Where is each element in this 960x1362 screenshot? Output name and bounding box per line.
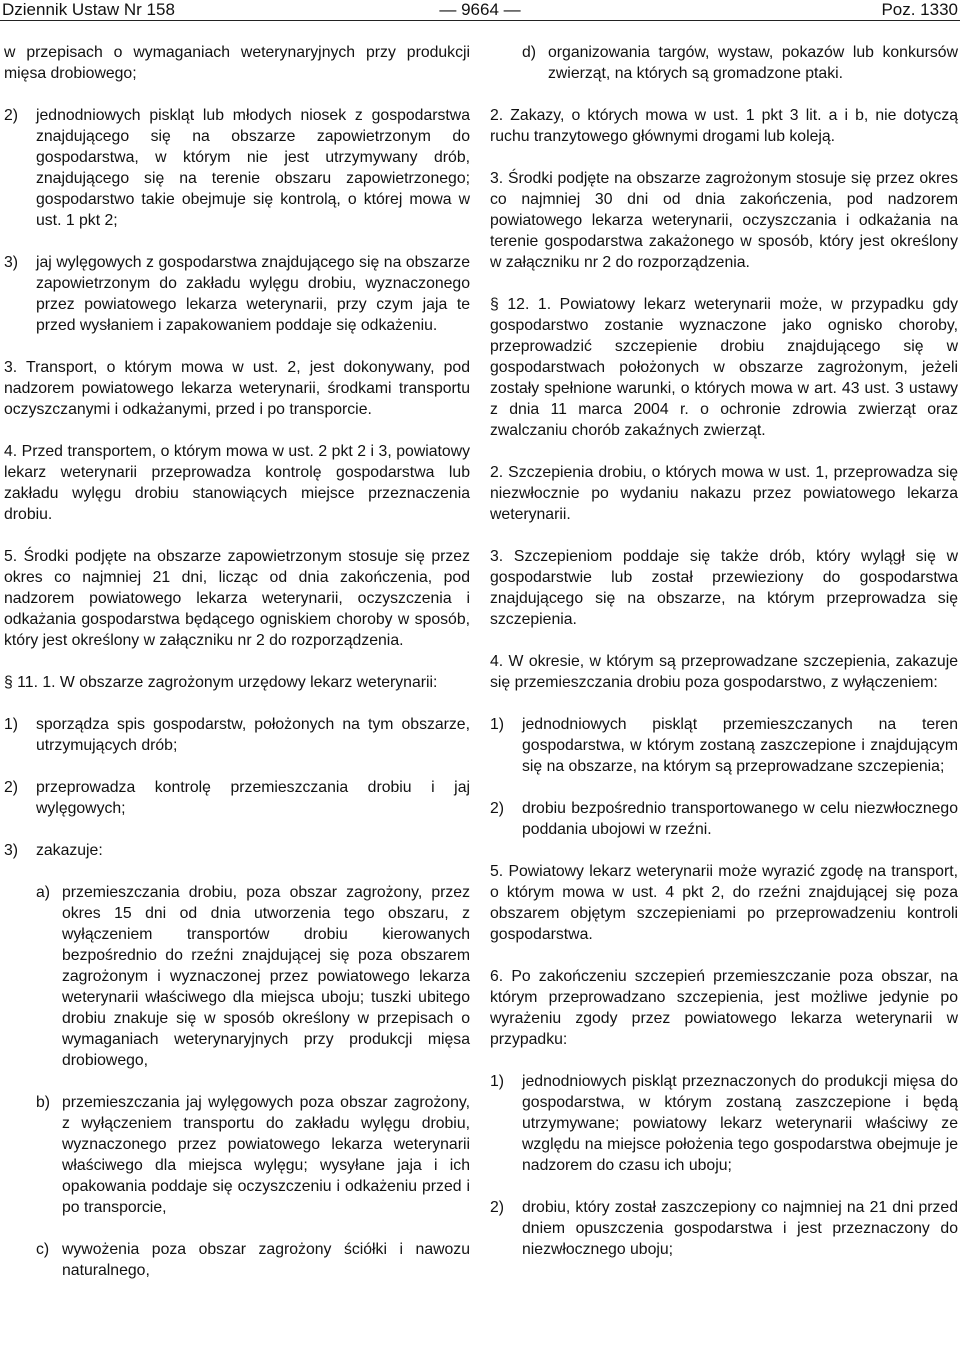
- paragraph: [490, 462, 958, 525]
- list-item: [4, 105, 470, 231]
- right-column: [490, 42, 958, 1281]
- paragraph-text: 3. Środki podjęte na obszarze zagrożonym stosuje się przez okres co najmniej 30 dni od dnia zakończenia, pod nadzorem powiatowego lekarza weterynarii, oczyszczania i odkażania na terenie gospodarstwa zakażonego w sposób, który jest określony w załączniku nr 2 do rozporządzenia.: [490, 170, 958, 271]
- list-text: zakazuje:: [36, 842, 103, 859]
- journal-title: Dziennik Ustaw Nr 158: [2, 0, 175, 19]
- paragraph-text: 6. Po zakończeniu szczepień przemieszczanie poza obszar, na którym przeprowadzano szczepienia, jest możliwe jedynie po wyrażeniu zgody przez powiatowego lekarza weterynarii w przypadku:: [490, 968, 958, 1048]
- list-number: 1): [490, 1073, 505, 1090]
- list-text: jednodniowych piskląt przeznaczonych do produkcji mięsa do gospodarstwa, w którym zostaną zaszczepione i będą utrzymywane; powiatowy lekarz weterynarii właściwy ze względu na miejsce położenia tego gospodarstwa obejmuje je nadzorem do czasu ich uboju;: [522, 1073, 958, 1174]
- paragraph-text: 4. W okresie, w którym są przeprowadzane szczepienia, zakazuje się przemieszczania drobiu poza gospodarstwo, z wyłączeniem:: [490, 653, 958, 691]
- paragraph: [4, 672, 470, 693]
- list-text: sporządza spis gospodarstw, położonych na tym obszarze, utrzymujących drób;: [36, 716, 470, 754]
- list-number: 2): [490, 1199, 505, 1216]
- list-number: 1): [4, 716, 19, 733]
- list-text: przeprowadza kontrolę przemieszczania drobiu i jaj wylęgowych;: [36, 779, 470, 817]
- list-number: b): [36, 1094, 51, 1111]
- position-number: Poz. 1330: [881, 0, 958, 19]
- paragraph: [4, 546, 470, 651]
- paragraph: [4, 42, 470, 84]
- list-number: a): [36, 884, 51, 901]
- paragraph-text: 2. Zakazy, o których mowa w ust. 1 pkt 3 lit. a i b, nie dotyczą ruchu tranzytowego głównymi drogami lub koleją.: [490, 107, 958, 145]
- paragraph: [490, 861, 958, 945]
- list-number: c): [36, 1241, 50, 1258]
- list-text: wywożenia poza obszar zagrożony ściółki i nawozu naturalnego,: [62, 1241, 470, 1279]
- paragraph-text: 5. Powiatowy lekarz weterynarii może wyrazić zgodę na transport, o którym mowa w ust. 4 pkt 2, do rzeźni znajdującej się poza obszarem objętym szczepieniami po przeprowadzeniu kontroli gospodarstwa.: [490, 863, 958, 943]
- sub-list-item: [4, 1092, 470, 1218]
- paragraph-text: 3. Transport, o którym mowa w ust. 2, jest dokonywany, pod nadzorem powiatowego lekarza weterynarii, środkami transportu oczyszczanymi i odkażanymi, przed i po transporcie.: [4, 359, 470, 418]
- sub-list-item: [490, 42, 958, 84]
- list-item: [490, 714, 958, 777]
- list-item: [4, 777, 470, 819]
- list-item: [490, 798, 958, 840]
- paragraph: [490, 168, 958, 273]
- page-number: — 9664 —: [439, 0, 521, 19]
- list-text: jednodniowych piskląt lub młodych niosek z gospodarstwa znajdującego się na obszarze zapowietrzonym do gospodarstwa, w którym nie jest utrzymywany drób, znajdującego się na terenie obszaru zapowietrzonego; gospodarstwo takie obejmuje się kontrolą, o której mowa w ust. 1 pkt 2;: [36, 107, 470, 229]
- list-item: [490, 1071, 958, 1176]
- paragraph: [490, 546, 958, 630]
- list-text: jednodniowych piskląt przemieszczanych na teren gospodarstwa, w którym zostaną zaszczepione i znajdującym się na obszarze, na którym są przeprowadzane szczepienia;: [522, 716, 958, 775]
- paragraph: [490, 966, 958, 1050]
- list-number: 2): [490, 800, 505, 817]
- paragraph-text: w przepisach o wymaganiach weterynaryjnych przy produkcji mięsa drobiowego;: [4, 44, 470, 82]
- sub-list-item: [4, 882, 470, 1071]
- list-number: 1): [490, 716, 505, 733]
- list-text: organizowania targów, wystaw, pokazów lub konkursów zwierząt, na których są gromadzone ptaki.: [548, 44, 958, 82]
- list-text: drobiu bezpośrednio transportowanego w celu niezwłocznego poddania ubojowi w rzeźni.: [522, 800, 958, 838]
- paragraph: [4, 441, 470, 525]
- list-text: przemieszczania jaj wylęgowych poza obszar zagrożony, z wyłączeniem transportu do zakładu wylęgu drobiu, wyznaczonego przez powiatowego lekarza weterynarii właściwego dla miejsca wylęgu; wysyłane jaja i ich opakowania poddaje się oczyszczeniu i odkażeniu przed i po transporcie,: [62, 1094, 470, 1216]
- sub-list-item: [4, 1239, 470, 1281]
- list-item: [4, 714, 470, 756]
- list-item: [4, 840, 470, 861]
- paragraph-text: 5. Środki podjęte na obszarze zapowietrzonym stosuje się przez okres co najmniej 21 dni, licząc od dnia zakończenia, pod nadzorem powiatowego lekarza weterynarii, oczyszczenia i odkażania gospodarstwa będącego ogniskiem choroby w sposób, który jest określony w załączniku nr 2 do rozporządzenia.: [4, 548, 470, 649]
- paragraph-text: § 12. 1. Powiatowy lekarz weterynarii może, w przypadku gdy gospodarstwo zostanie wyznaczone jako ognisko choroby, przeprowadzić szczepienie drobiu znajdującego się w gospodarstwach położonych w obszarze zagrożonym, jeżeli zostały spełnione warunki, o których mowa w art. 43 ust. 3 ustawy z dnia 11 marca 2004 r. o ochronie zdrowia zwierząt oraz zwalczaniu chorób zakaźnych zwierząt.: [490, 296, 958, 439]
- paragraph: [490, 651, 958, 693]
- list-number: 2): [4, 779, 19, 796]
- paragraph: [490, 105, 958, 147]
- paragraph: [490, 294, 958, 441]
- list-text: drobiu, który został zaszczepiony co najmniej na 21 dni przed dniem opuszczenia gospodarstwa i jest przeznaczony do niezwłocznego uboju;: [522, 1199, 958, 1258]
- list-text: jaj wylęgowych z gospodarstwa znajdującego się na obszarze zapowietrzonym do zakładu wylęgu drobiu, wyznaczonego przez powiatowego lekarza weterynarii, przy czym jaja te przed wysłaniem i zapakowaniem poddaje się odkażeniu.: [36, 254, 470, 334]
- paragraph-text: § 11. 1. W obszarze zagrożonym urzędowy lekarz weterynarii:: [4, 674, 438, 691]
- list-number: d): [522, 44, 537, 61]
- paragraph-text: 2. Szczepienia drobiu, o których mowa w ust. 1, przeprowadza się niezwłocznie po wydaniu nakazu przez powiatowego lekarza weterynarii.: [490, 464, 958, 523]
- paragraph: [4, 357, 470, 420]
- page-header: [0, 0, 960, 21]
- paragraph-text: 4. Przed transportem, o którym mowa w ust. 2 pkt 2 i 3, powiatowy lekarz weterynarii przeprowadza kontrolę gospodarstwa lub zakładu wylęgu drobiu stanowiących miejsce przeznaczenia drobiu.: [4, 443, 470, 523]
- list-number: 2): [4, 107, 19, 124]
- list-number: 3): [4, 254, 19, 271]
- list-item: [4, 252, 470, 336]
- list-text: przemieszczania drobiu, poza obszar zagrożony, przez okres 15 dni od dnia utworzenia tego obszaru, z wyłączeniem transportów drobiu kierowanych bezpośrednio do rzeźni znajdującej się poza obszarem zagrożonym i wyznaczonej przez powiatowego lekarza weterynarii właściwego dla miejsca uboju; tuszki ubitego drobiu znakuje się w sposób określony w przepisach o wymaganiach weterynaryjnych przy produkcji mięsa drobiowego,: [62, 884, 470, 1069]
- list-item: [490, 1197, 958, 1260]
- left-column: [4, 42, 470, 1302]
- list-number: 3): [4, 842, 19, 859]
- paragraph-text: 3. Szczepieniom poddaje się także drób, który wylągł się w gospodarstwie lub został przewieziony do gospodarstwa znajdującego się na obszarze, na którym przeprowadza się szczepienia.: [490, 548, 958, 628]
